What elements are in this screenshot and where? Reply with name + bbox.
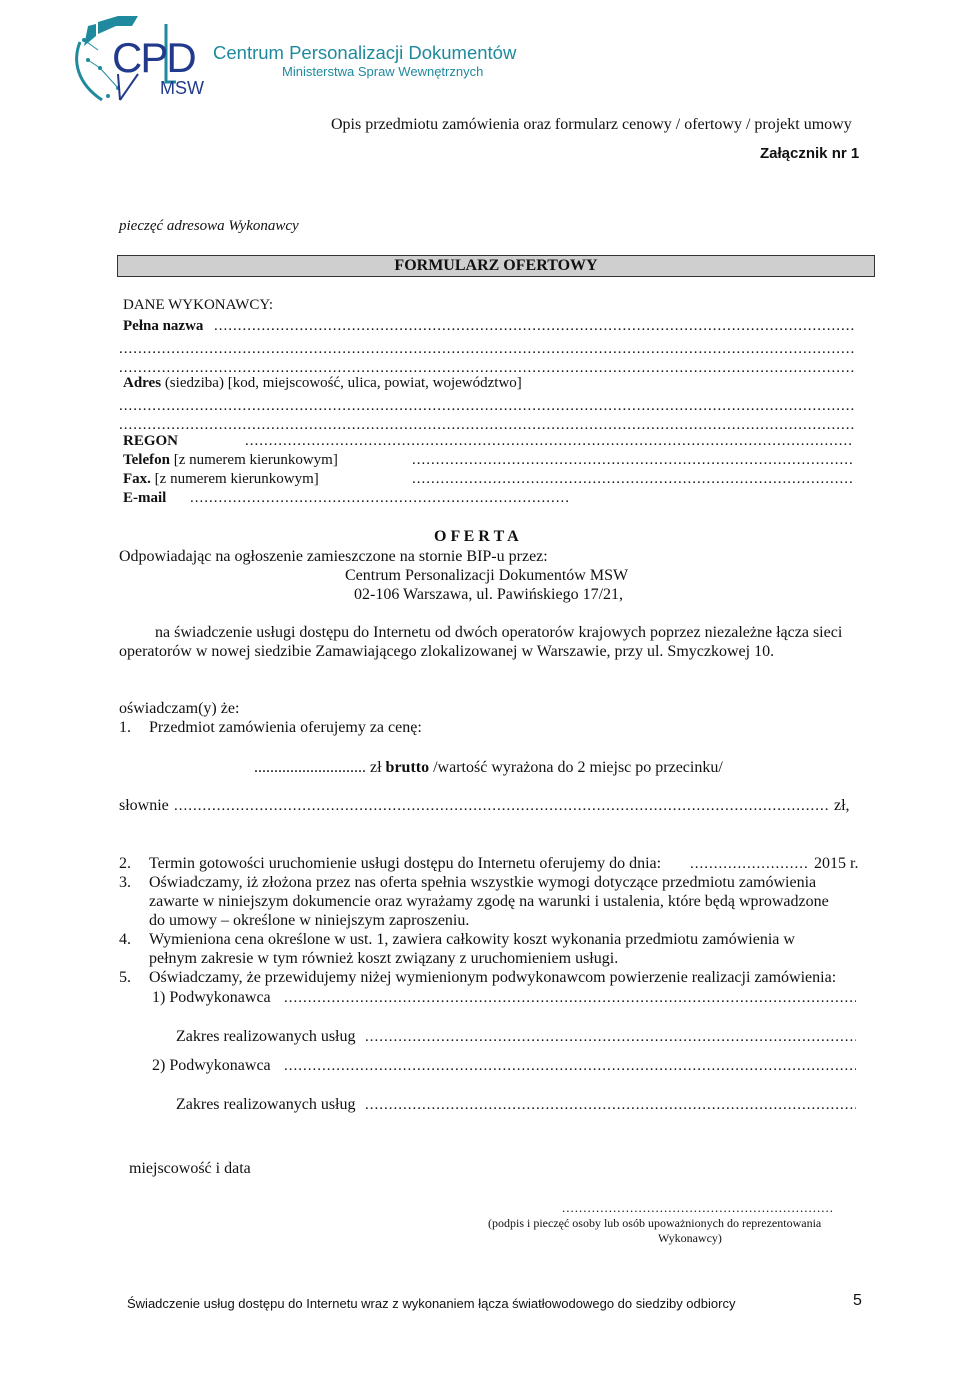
address-label bbox=[123, 375, 522, 392]
page-number: 5 bbox=[853, 1292, 862, 1309]
org-subtitle: Ministerstwa Spraw Wewnętrznych bbox=[282, 64, 484, 79]
name-label: Pełna nazwa bbox=[123, 318, 204, 334]
price-unit: ... zł bbox=[354, 759, 386, 776]
phone-label-rest: [z numerem kierunkowym] bbox=[169, 452, 338, 468]
words-label: słownie bbox=[119, 797, 169, 814]
item4-line-2: pełnym zakresie w tym również koszt związany z uruchomieniem usługi. bbox=[149, 950, 619, 967]
item4-line-1: Wymieniona cena określone w ust. 1, zawiera całkowity koszt wykonania przedmiotu zamówienia w bbox=[149, 931, 795, 948]
item3-number: 3. bbox=[119, 874, 131, 891]
address-field-1[interactable] bbox=[119, 398, 854, 415]
price-field[interactable]: ......................... bbox=[254, 759, 354, 776]
footer-text: Świadczenie usług dostępu do Internetu wraz z wykonaniem łącza światłowodowego do siedziby odbiorcy bbox=[127, 1296, 736, 1311]
logo-msw-text: MSW bbox=[160, 78, 204, 98]
place-date-label: miejscowość i data bbox=[129, 1160, 251, 1177]
subcontractor-2-label: 2) Podwykonawca bbox=[152, 1057, 271, 1074]
words-unit: zł, bbox=[834, 797, 850, 814]
item2-text: Termin gotowości uruchomienie usługi dostępu do Internetu oferujemy do dnia: bbox=[149, 855, 662, 872]
scope-1-label: Zakres realizowanych usług bbox=[176, 1028, 356, 1045]
price-note: /wartość wyrażona do 2 miejsc po przecinku/ bbox=[429, 759, 723, 776]
signature-caption-1: (podpis i pieczęć osoby lub osób upoważnionych do reprezentowania bbox=[488, 1216, 822, 1230]
price-line bbox=[254, 759, 723, 777]
fax-field[interactable] bbox=[412, 471, 854, 488]
fax-label bbox=[123, 471, 319, 488]
offer-title: O F E R T A bbox=[434, 528, 519, 545]
addressee-line-1: Centrum Personalizacji Dokumentów MSW bbox=[345, 567, 629, 584]
subcontractor-1-label: 1) Podwykonawca bbox=[152, 989, 271, 1006]
item3-line-2: zawarte w niniejszym dokumencie oraz wyrażamy zgodę na warunki i ustalenia, które będą wprowadzone bbox=[149, 893, 829, 910]
address-label-bold: Adres bbox=[123, 375, 162, 391]
signature-caption-2: Wykonawcy) bbox=[658, 1231, 722, 1245]
name-field[interactable] bbox=[214, 318, 854, 335]
regon-label: REGON bbox=[123, 433, 179, 449]
addressee-line-2: 02-106 Warszawa, ul. Pawińskiego 17/21, bbox=[354, 586, 624, 603]
org-name: Centrum Personalizacji Dokumentów bbox=[213, 42, 517, 63]
subcontractor-1-field[interactable] bbox=[284, 990, 856, 1007]
logo-cpd-text: CPD bbox=[112, 34, 195, 81]
item1-number: 1. bbox=[119, 719, 131, 736]
words-field[interactable] bbox=[174, 798, 828, 815]
fax-label-rest: [z numerem kierunkowym] bbox=[150, 471, 319, 487]
item1-text: Przedmiot zamówienia oferujemy za cenę: bbox=[149, 719, 422, 736]
item4-number: 4. bbox=[119, 931, 131, 948]
item2-date-field[interactable] bbox=[690, 856, 808, 873]
phone-label bbox=[123, 452, 338, 469]
phone-field[interactable] bbox=[412, 452, 854, 469]
regon-field[interactable] bbox=[245, 433, 854, 450]
address-label-rest: (siedziba) [kod, miejscowość, ulica, powiat, województwo] bbox=[161, 375, 522, 391]
item3-line-1: Oświadczamy, iż złożona przez nas oferta spełnia wszystkie wymogi dotyczące przedmiotu zamówienia bbox=[149, 874, 817, 891]
email-label: E-mail bbox=[123, 490, 167, 506]
declaration-intro: oświadczam(y) że: bbox=[119, 700, 240, 717]
scope-1-field[interactable] bbox=[365, 1029, 856, 1046]
address-field-2[interactable] bbox=[119, 417, 854, 434]
attachment-label: Załącznik nr 1 bbox=[760, 145, 860, 162]
service-line-2: operatorów w nowej siedzibie Zamawiającego zlokalizowanej w Warszawie, przy ul. Smyczkowej 10. bbox=[119, 643, 775, 660]
item5-text: Oświadczamy, że przewidujemy niżej wymienionym podwykonawcom powierzenie realizacji zamówienia: bbox=[149, 969, 837, 986]
scope-2-label: Zakres realizowanych usług bbox=[176, 1096, 356, 1113]
email-field[interactable] bbox=[190, 490, 570, 507]
item2-year: 2015 r. bbox=[814, 855, 859, 872]
name-field-2[interactable] bbox=[119, 341, 854, 358]
contractor-heading: DANE WYKONAWCY: bbox=[123, 297, 274, 313]
phone-label-bold: Telefon bbox=[123, 452, 170, 468]
form-header-title: FORMULARZ OFERTOWY bbox=[394, 257, 598, 274]
offer-intro: Odpowiadając na ogłoszenie zamieszczone na stornie BIP-u przez: bbox=[119, 548, 548, 565]
service-line-1: na świadczenie usługi dostępu do Internetu od dwóch operatorów krajowych poprzez niezależne łącza sieci bbox=[155, 624, 843, 641]
signature-field[interactable] bbox=[562, 1200, 832, 1216]
document-title: Opis przedmiotu zamówienia oraz formularz cenowy / ofertowy / projekt umowy bbox=[331, 116, 852, 133]
price-brutto: brutto bbox=[385, 759, 430, 776]
item2-number: 2. bbox=[119, 855, 131, 872]
scope-2-field[interactable] bbox=[365, 1097, 856, 1114]
item3-line-3: do umowy – określone w niniejszym zaproszeniu. bbox=[149, 912, 470, 929]
form-header-bar bbox=[117, 255, 875, 277]
fax-label-bold: Fax. bbox=[123, 471, 151, 487]
item5-number: 5. bbox=[119, 969, 131, 986]
subcontractor-2-field[interactable] bbox=[284, 1058, 856, 1075]
stamp-label: pieczęć adresowa Wykonawcy bbox=[119, 218, 299, 234]
